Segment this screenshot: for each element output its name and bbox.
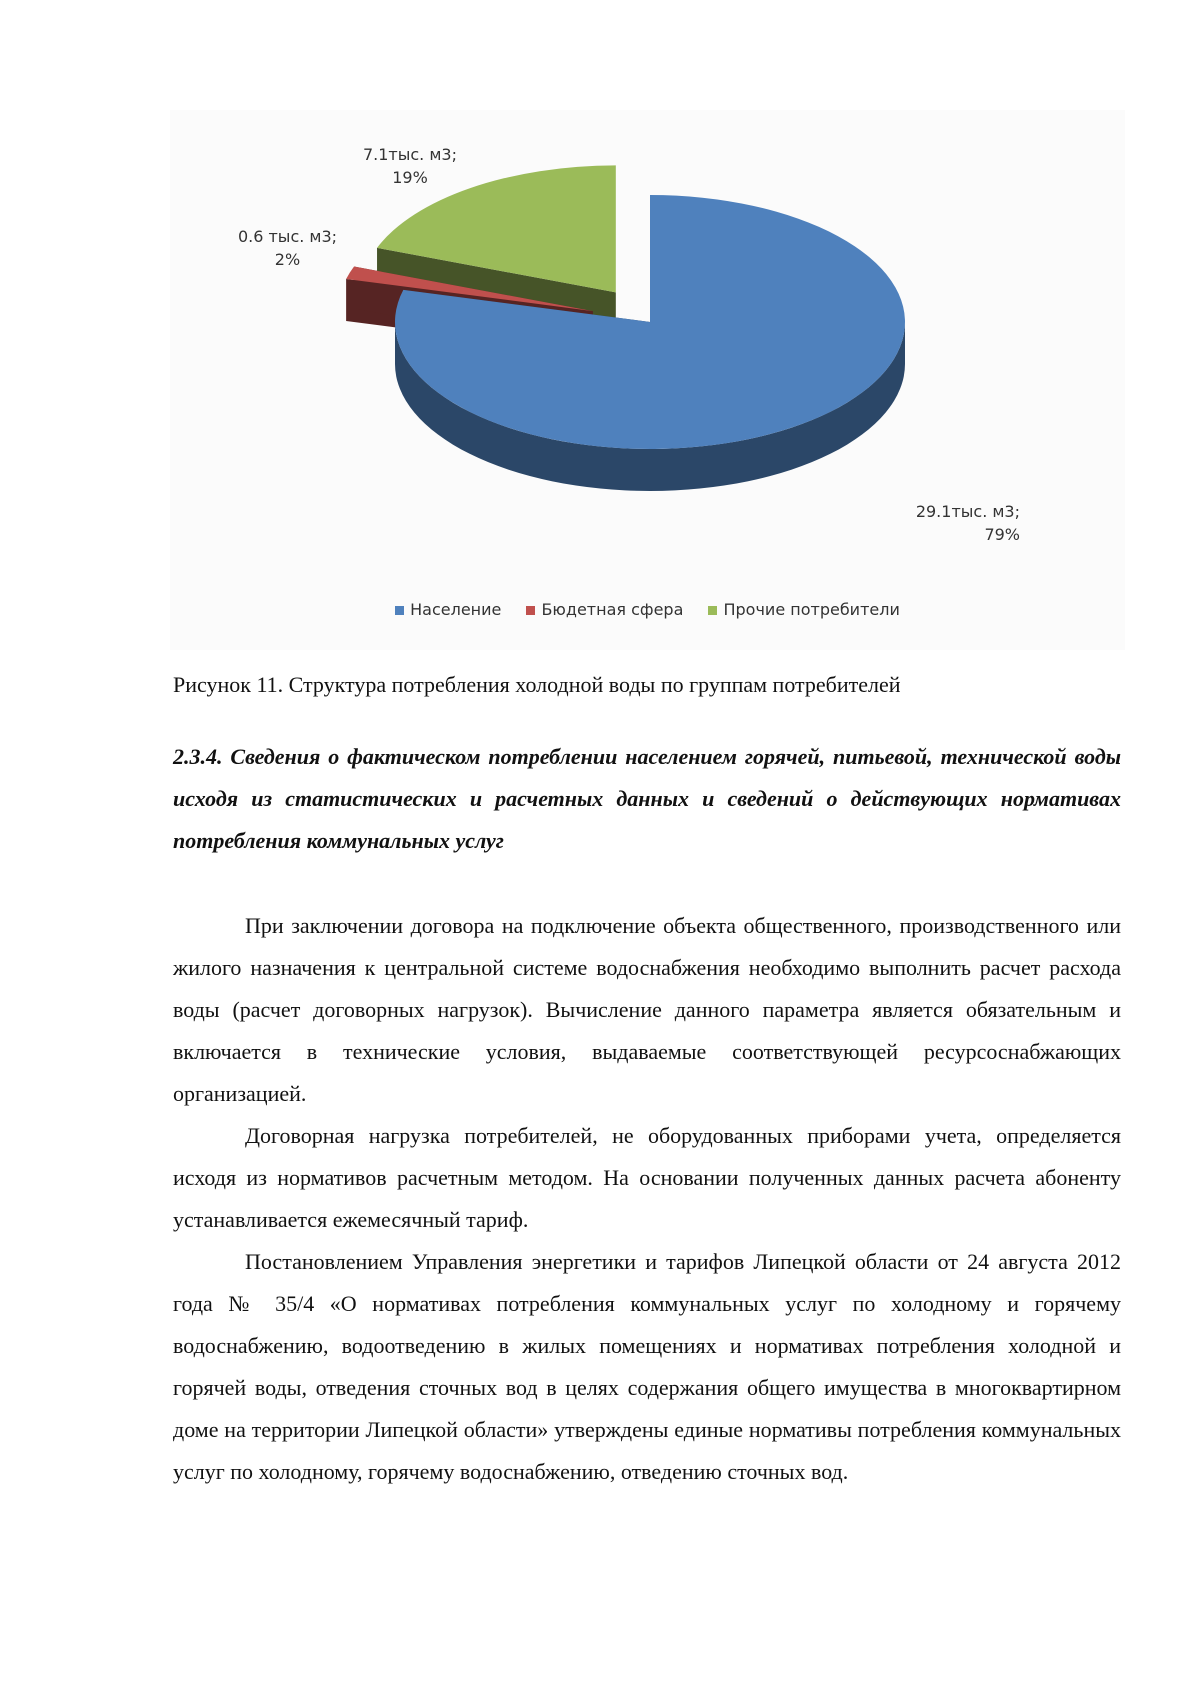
paragraph-1: При заключении договора на подключение объекта общественного, производственного или жилого назначения к центральной системе водоснабжения необходимо выполнить расчет расхода воды (расчет договорных нагрузок). Вычисление данного параметра является обязательным и включается в технические условия, выдаваемые соответствующей ресурсоснабжающих организацией. xyxy=(173,913,1121,1106)
data-label-naselenie-value: 29.1тыс. м3; xyxy=(915,502,1020,521)
data-label-prochie-value: 7.1тыс. м3; xyxy=(362,145,457,164)
data-label-budget-percent: 2% xyxy=(274,250,301,269)
legend-swatch-prochie xyxy=(708,606,717,615)
legend-item-naselenie xyxy=(395,600,501,619)
figure-caption: Рисунок 11. Структура потребления холодной воды по группам потребителей xyxy=(173,672,901,697)
paragraph-3: Постановлением Управления энергетики и тарифов Липецкой области от 24 августа 2012 года № 35/4 «О нормативах потребления коммунальных услуг по холодному и горячему водоснабжению, водоотведению в жилых помещениях и нормативах потребления холодной и горячей воды, отведения сточных вод в целях содержания общего имущества в многоквартирном доме на территории Липецкой области» утверждены единые нормативы потребления коммунальных услуг по холодному, горячему водоснабжению, отведению сточных вод. xyxy=(173,1249,1121,1484)
data-label-prochie-percent: 19% xyxy=(392,168,428,187)
section-heading: 2.3.4. Сведения о фактическом потреблении населением горячей, питьевой, технической воды исходя из статистических и расчетных данных и сведений о действующих нормативах потребления коммунальных услуг xyxy=(173,744,1121,853)
legend-item-budget xyxy=(526,600,683,619)
data-label-budget xyxy=(230,225,345,271)
pie-chart xyxy=(170,110,1125,650)
paragraph-2: Договорная нагрузка потребителей, не оборудованных приборами учета, определяется исходя из нормативов расчетным методом. На основании полученных данных расчета абоненту устанавливается ежемесячный тариф. xyxy=(173,1123,1121,1232)
legend-swatch-naselenie xyxy=(395,606,404,615)
data-label-naselenie-percent: 79% xyxy=(984,525,1020,544)
chart-legend xyxy=(170,600,1125,619)
data-label-naselenie xyxy=(900,500,1020,546)
data-label-budget-value: 0.6 тыс. м3; xyxy=(237,227,338,246)
legend-label-prochie: Прочие потребители xyxy=(723,600,900,619)
legend-label-budget: Бюдетная сфера xyxy=(541,600,684,619)
pie-chart-svg xyxy=(170,110,1125,650)
data-label-prochie xyxy=(355,143,465,189)
legend-item-prochie xyxy=(708,600,899,619)
legend-swatch-budget xyxy=(526,606,535,615)
legend-label-naselenie: Население xyxy=(410,600,502,619)
